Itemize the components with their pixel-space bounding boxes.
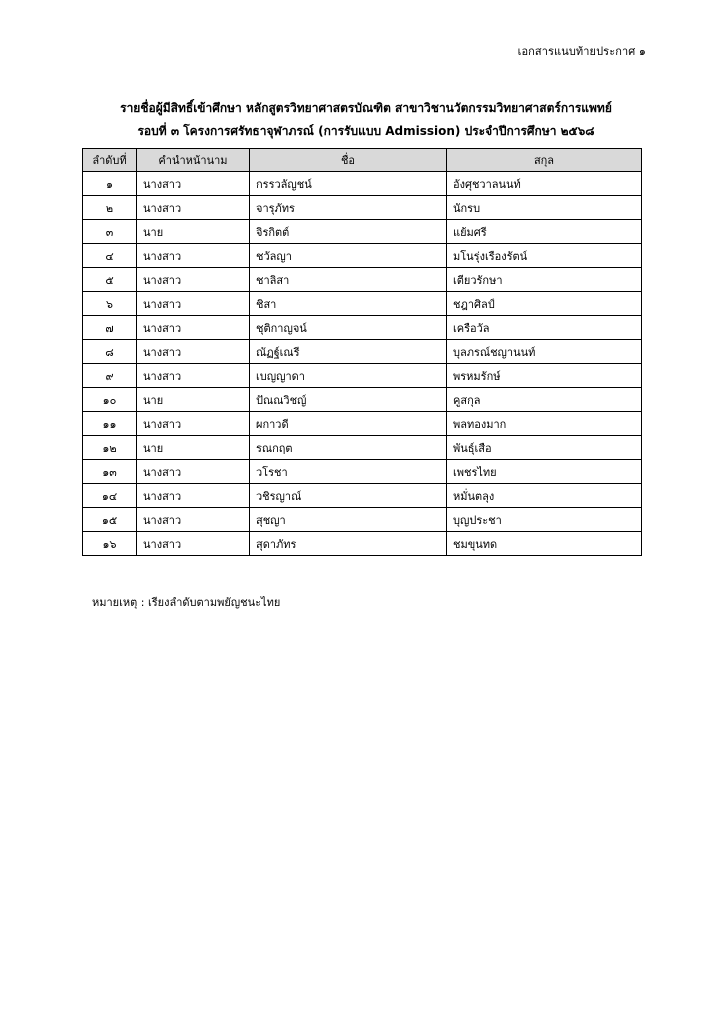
- cell-prefix: นางสาว: [137, 244, 250, 268]
- cell-first-name: ณัฏฐ์เณรี: [250, 340, 447, 364]
- cell-no: ๔: [83, 244, 137, 268]
- table-row: [83, 172, 642, 196]
- cell-prefix: นางสาว: [137, 268, 250, 292]
- cell-last-name: พลทองมาก: [447, 412, 642, 436]
- table-row: [83, 508, 642, 532]
- table-row: [83, 412, 642, 436]
- cell-no: ๙: [83, 364, 137, 388]
- cell-first-name: ชวัลญา: [250, 244, 447, 268]
- cell-first-name: ชิสา: [250, 292, 447, 316]
- cell-no: ๓: [83, 220, 137, 244]
- cell-prefix: นางสาว: [137, 508, 250, 532]
- table-row: [83, 340, 642, 364]
- table-row: [83, 484, 642, 508]
- cell-first-name: เบญญาดา: [250, 364, 447, 388]
- cell-last-name: บุญประชา: [447, 508, 642, 532]
- table-row: [83, 532, 642, 556]
- table-row: [83, 292, 642, 316]
- table-row: [83, 364, 642, 388]
- cell-prefix: นางสาว: [137, 292, 250, 316]
- cell-no: ๗: [83, 316, 137, 340]
- cell-first-name: ชุติกาญจน์: [250, 316, 447, 340]
- cell-last-name: หมั่นตลุง: [447, 484, 642, 508]
- cell-prefix: นางสาว: [137, 484, 250, 508]
- cell-last-name: พรหมรักษ์: [447, 364, 642, 388]
- cell-first-name: ผกาวดี: [250, 412, 447, 436]
- cell-no: ๑๑: [83, 412, 137, 436]
- table-body: [83, 172, 642, 556]
- cell-prefix: นาย: [137, 388, 250, 412]
- table-row: [83, 436, 642, 460]
- cell-last-name: นักรบ: [447, 196, 642, 220]
- note: หมายเหตุ : เรียงลำดับตามพยัญชนะไทย: [92, 596, 281, 609]
- cell-first-name: จารุภัทร: [250, 196, 447, 220]
- cell-prefix: นางสาว: [137, 532, 250, 556]
- table-row: [83, 220, 642, 244]
- cell-prefix: นางสาว: [137, 316, 250, 340]
- cell-first-name: ปัณณวิชญ์: [250, 388, 447, 412]
- header-no: ลำดับที่: [83, 149, 137, 172]
- cell-prefix: นางสาว: [137, 412, 250, 436]
- cell-first-name: สุชญา: [250, 508, 447, 532]
- cell-first-name: วชิรญาณ์: [250, 484, 447, 508]
- cell-last-name: มโนรุ่งเรืองรัตน์: [447, 244, 642, 268]
- cell-first-name: สุดาภัทร: [250, 532, 447, 556]
- table-row: [83, 244, 642, 268]
- cell-no: ๖: [83, 292, 137, 316]
- cell-no: ๒: [83, 196, 137, 220]
- cell-last-name: เพชรไทย: [447, 460, 642, 484]
- cell-last-name: คูสกุล: [447, 388, 642, 412]
- cell-no: ๑๒: [83, 436, 137, 460]
- cell-last-name: พันธุ์เสือ: [447, 436, 642, 460]
- admitted-students-table: [82, 148, 642, 556]
- cell-first-name: ชาลิสา: [250, 268, 447, 292]
- table-row: [83, 460, 642, 484]
- cell-prefix: นางสาว: [137, 340, 250, 364]
- cell-no: ๑๐: [83, 388, 137, 412]
- cell-prefix: นาย: [137, 436, 250, 460]
- header-prefix: คำนำหน้านาม: [137, 149, 250, 172]
- table-row: [83, 388, 642, 412]
- cell-prefix: นาย: [137, 220, 250, 244]
- document-title: รายชื่อผู้มีสิทธิ์เข้าศึกษา หลักสูตรวิทยาศาสตรบัณฑิต สาขาวิชานวัตกรรมวิทยาศาสตร์การแพทย์: [120, 101, 612, 115]
- header-first-name: ชื่อ: [250, 149, 447, 172]
- table-row: [83, 316, 642, 340]
- cell-no: ๑: [83, 172, 137, 196]
- cell-first-name: จิรกิตต์: [250, 220, 447, 244]
- cell-last-name: บุลภรณ์ชญานนท์: [447, 340, 642, 364]
- cell-last-name: แย้มศรี: [447, 220, 642, 244]
- cell-last-name: ชฎาศิลป์: [447, 292, 642, 316]
- cell-last-name: เครือวัล: [447, 316, 642, 340]
- attachment-label: เอกสารแนบท้ายประกาศ ๑: [517, 45, 646, 58]
- cell-prefix: นางสาว: [137, 196, 250, 220]
- cell-no: ๑๔: [83, 484, 137, 508]
- cell-no: ๑๖: [83, 532, 137, 556]
- header-last-name: สกุล: [447, 149, 642, 172]
- cell-prefix: นางสาว: [137, 172, 250, 196]
- cell-last-name: ชมขุนทด: [447, 532, 642, 556]
- cell-first-name: กรรวลัญชน์: [250, 172, 447, 196]
- table-row: [83, 196, 642, 220]
- cell-last-name: เตียวรักษา: [447, 268, 642, 292]
- cell-prefix: นางสาว: [137, 460, 250, 484]
- cell-no: ๘: [83, 340, 137, 364]
- cell-no: ๕: [83, 268, 137, 292]
- document-subtitle: รอบที่ ๓ โครงการศรัทธาจุฬาภรณ์ (การรับแบบ Admission) ประจำปีการศึกษา ๒๕๖๘: [137, 124, 595, 138]
- table-row: [83, 268, 642, 292]
- cell-no: ๑๕: [83, 508, 137, 532]
- table-header-row: [83, 149, 642, 172]
- cell-prefix: นางสาว: [137, 364, 250, 388]
- cell-last-name: อังศุชวาลนนท์: [447, 172, 642, 196]
- cell-first-name: รณกฤต: [250, 436, 447, 460]
- cell-first-name: วโรชา: [250, 460, 447, 484]
- cell-no: ๑๓: [83, 460, 137, 484]
